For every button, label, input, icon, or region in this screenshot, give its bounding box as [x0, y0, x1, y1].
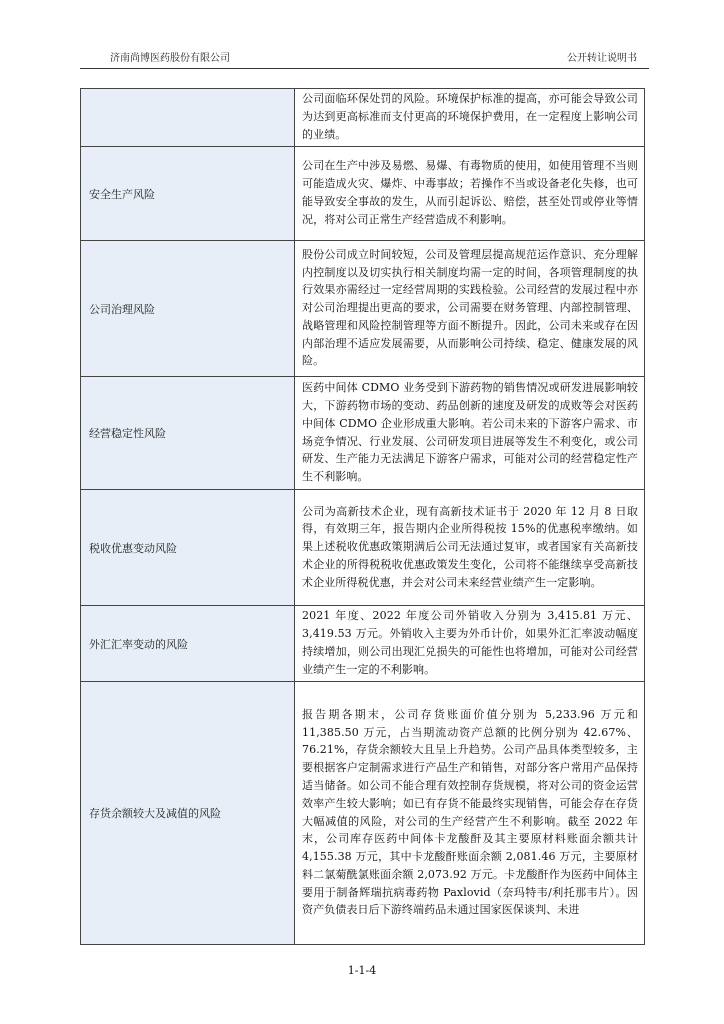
risk-category: 公司治理风险	[81, 241, 295, 377]
risk-row	[81, 682, 645, 945]
risk-description: 股份公司成立时间较短，公司及管理层提高规范运作意识、充分理解内控制度以及切实执行相关制度均需一定的时间，各项管理制度的执行效果亦需经过一定经营周期的实践检验。公司经营的发展过程中亦对公司治理提出更高的要求，公司需要在财务管理、内部控制管理、战略管理和风险控制管理等方面不断提升。因此，公司未来或存在因内部治理不适应发展需要，从而影响公司持续、稳定、健康发展的风险。	[295, 241, 645, 377]
header-document-title: 公开转让说明书	[567, 53, 637, 64]
risk-description: 公司在生产中涉及易燃、易爆、有毒物质的使用，如使用管理不当则可能造成火灾、爆炸、中毒事故；若操作不当或设备老化失修，也可能导致安全事故的发生，从而引起诉讼、赔偿，甚至处罚或停业等情况，将对公司正常生产经营造成不利影响。	[295, 147, 645, 241]
risk-category: 外汇汇率变动的风险	[81, 606, 295, 682]
risk-description: 报告期各期末，公司存货账面价值分别为 5,233.96 万元和 11,385.50 万元，占当期流动资产总额的比例分别为 42.67%、76.21%，存货余额较大且呈上升趋势。公司产品具体类型较多，主要根据客户定制需求进行产品生产和销售，对部分客户常用产品保持适当储备。如公司不能合理有效控制存货规模，将对公司的资金运营效率产生较大影响；如已有存货不能最终实现销售，可能会存在存货大幅减值的风险，对公司的生产经营产生不利影响。截至 2022 年末，公司库存医药中间体卡龙酸酐及其主要原材料账面余额共计 4,155.38 万元，其中卡龙酸酐账面余额 2,081.46 万元，主要原材料二氯菊酰氯账面余额 2,073.92 万元。卡龙酸酐作为医药中间体主要用于制备辉瑞抗病毒药物 Paxlovid（奈玛特韦/利托那韦片）。因资产负债表日后下游终端药品未通过国家医保谈判、未进	[295, 682, 645, 945]
risk-category: 税收优惠变动风险	[81, 490, 295, 606]
risk-category: 存货余额较大及减值的风险	[81, 682, 295, 945]
risk-row	[81, 241, 645, 377]
risk-table	[80, 88, 645, 945]
risk-category: 安全生产风险	[81, 147, 295, 241]
risk-description: 公司为高新技术企业，现有高新技术证书于 2020 年 12 月 8 日取得，有效期三年，报告期内企业所得税按 15%的优惠税率缴纳。如果上述税收优惠政策期满后公司无法通过复审，或者国家有关高新技术企业的所得税税收优惠政策发生变化，公司将不能继续享受高新技术企业所得税优惠，并会对公司未来经营业绩产生一定影响。	[295, 490, 645, 606]
risk-row	[81, 147, 645, 241]
risk-category: 经营稳定性风险	[81, 377, 295, 490]
header-company-name: 济南尚博医药股份有限公司	[110, 53, 230, 64]
risk-row	[81, 490, 645, 606]
risk-description: 公司面临环保处罚的风险。环境保护标准的提高，亦可能会导致公司为达到更高标准而支付更高的环境保护费用，在一定程度上影响公司的业绩。	[295, 89, 645, 147]
page-header	[80, 51, 649, 67]
header-rule	[80, 68, 649, 69]
risk-row	[81, 89, 645, 147]
risk-row	[81, 606, 645, 682]
risk-description: 医药中间体 CDMO 业务受到下游药物的销售情况或研发进展影响较大，下游药物市场的变动、药品创新的速度及研发的成败等会对医药中间体 CDMO 企业形成重大影响。若公司未来的下游客户需求、市场竞争情况、行业发展、公司研发项目进展等发生不利变化，或公司研发、生产能力无法满足下游客户需求，可能对公司的经营稳定性产生不利影响。	[295, 377, 645, 490]
risk-category	[81, 89, 295, 147]
risk-description: 2021 年度、2022 年度公司外销收入分别为 3,415.81 万元、3,419.53 万元。外销收入主要为外币计价，如果外汇汇率波动幅度持续增加，则公司出现汇兑损失的可能性也将增加，可能对公司经营业绩产生一定的不利影响。	[295, 606, 645, 682]
risk-row	[81, 377, 645, 490]
page-number: 1-1-4	[347, 964, 377, 977]
